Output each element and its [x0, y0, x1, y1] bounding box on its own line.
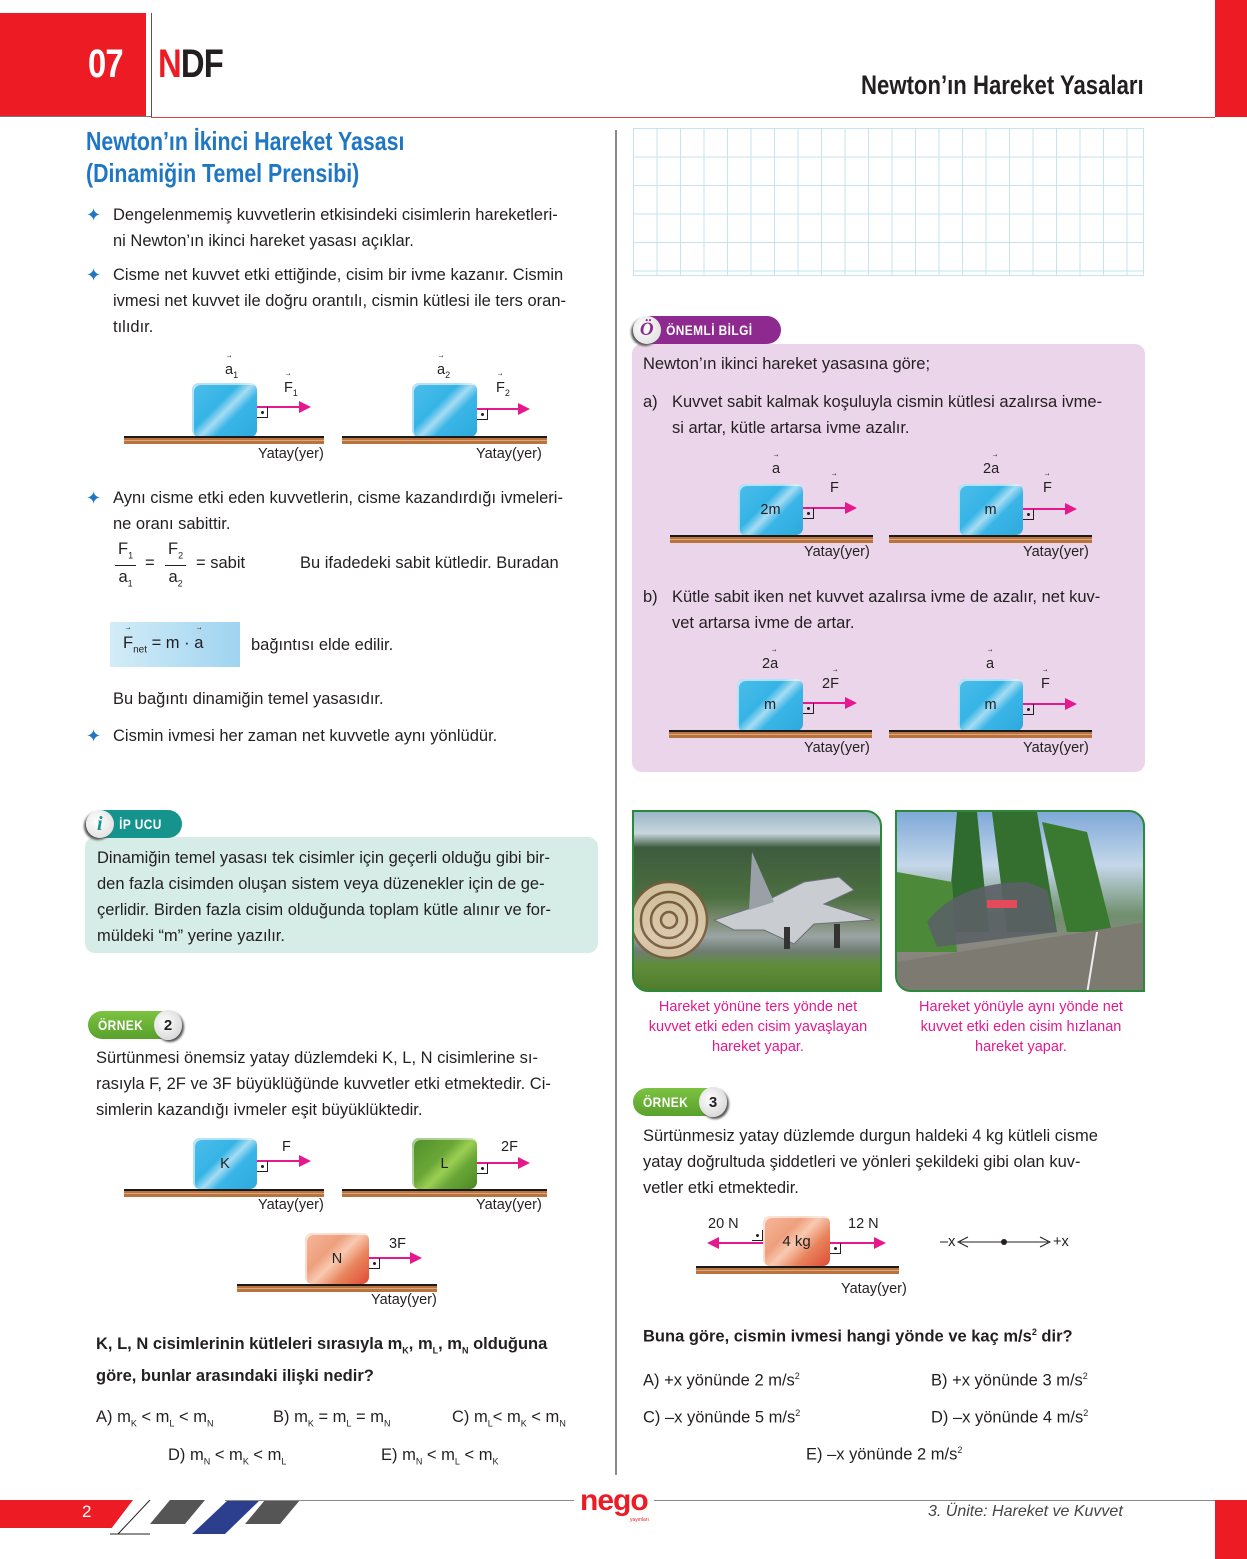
force-label: → F: [1041, 676, 1050, 692]
example-3-text: Sürtünmesiz yatay düzlemde durgun haldeki 4 kg kütleli cisme yatay doğrultuda şiddetleri ve yönleri şekildeki gibi olan kuv- vetler etki etmektedir.: [643, 1127, 1098, 1197]
ground-label: Yatay(yer): [258, 1197, 324, 1213]
ground-surface: [342, 1189, 547, 1197]
equals-sabit: = sabit: [196, 554, 246, 572]
jet-parachute-photo: [632, 810, 882, 992]
axis-neg-label: –x: [940, 1234, 956, 1250]
fnet-formula: → $F_{net} = m$ · → a: [123, 634, 203, 655]
bullet-2-line3: tılıdır.: [113, 318, 154, 336]
ground-label: Yatay(yer): [804, 740, 870, 756]
bullet-4: [86, 723, 601, 749]
option-c[interactable]: C) $m_L< m_K < m_N$: [452, 1408, 566, 1429]
ground-label: Yatay(yer): [476, 446, 542, 462]
bullet-3-line2: ne oranı sabittir.: [113, 515, 231, 533]
example-3-tag: [633, 1088, 718, 1116]
ground-label: Yatay(yer): [258, 446, 324, 462]
footer-rule: [225, 1500, 1215, 1501]
bullet-1: [86, 202, 601, 254]
block-n: N: [305, 1233, 369, 1284]
bullet-4-line1: Cismin ivmesi her zaman net kuvvetle aynı yönlüdür.: [113, 727, 498, 745]
bullet-1-line1: Dengelenmemiş kuvvetlerin etkisindeki cisimlerin hareketleri-: [113, 206, 558, 224]
blue-block: 2m: [738, 484, 803, 535]
accel-label: → a: [772, 461, 780, 477]
car-caption: Hareket yönüyle aynı yönde net kuvvet etki eden cisim hızlanan hareket yapar.: [919, 999, 1123, 1055]
equals-sign: =: [145, 554, 155, 572]
unit-title: 3. Ünite: Hareket ve Kuvvet: [928, 1503, 1123, 1520]
accel-label-a2: → $a_2$: [437, 362, 450, 380]
right-angle-marker: [257, 407, 268, 418]
ground-surface: [342, 436, 547, 444]
bullet-2-line2: ivmesi net kuvvet ile doğru orantılı, cismin kütlesi ile ters oran-: [113, 292, 567, 310]
option-e[interactable]: E) $m_N < m_L < m_K$: [381, 1446, 499, 1467]
bullet-1-line2: ni Newton’ın ikinci hareket yasası açıklar.: [113, 232, 414, 250]
ground-label: Yatay(yer): [1023, 740, 1089, 756]
important-o-icon: Ö: [633, 316, 661, 344]
fraction-f2-a2: $\frac{F_2}{a_2}$: [165, 539, 186, 595]
right-angle-marker: [1023, 509, 1034, 520]
car-road-photo: [895, 810, 1145, 992]
option-e[interactable]: E) –x yönünde 2 $m/s^2$: [806, 1445, 963, 1464]
right-angle-marker: [257, 1161, 268, 1172]
footer-stripes: [110, 1500, 300, 1536]
column-divider: [615, 130, 617, 1475]
ground-label: Yatay(yer): [804, 544, 870, 560]
bullet-3: [86, 485, 601, 537]
jet-illustration: [634, 812, 882, 992]
right-angle-marker: [803, 703, 814, 714]
tip-line: den fazla cisimden oluşan sistem veya düzenekler için de ge-: [97, 875, 545, 893]
header-underline-left: [0, 116, 151, 117]
ground-surface: [696, 1266, 899, 1274]
blue-block: m: [958, 679, 1023, 731]
force-label: → F: [1043, 480, 1052, 496]
fraction-f1-a1: $\frac{F_1}{a_1}$: [115, 539, 136, 595]
publisher-logo-sub: yayınları: [630, 1517, 649, 1523]
ground-surface: [124, 436, 324, 444]
example-3-question: Buna göre, cismin ivmesi hangi yönde ve kaç $m/s^2$ dir?: [643, 1327, 1073, 1346]
header-red-rule: [151, 117, 1215, 118]
right-angle-marker: [830, 1243, 841, 1254]
chapter-number: 07: [88, 42, 123, 86]
example-2-text: Sürtünmesi önemsiz yatay düzlemdeki K, L, N cisimlerine sı- rasıyla F, 2F ve 3F büyüklüğünde kuvvetler etki etmektedir. Ci- simlerin kazandığı ivmeler eşit büyüklüktedir.: [96, 1049, 551, 1119]
blue-block: [412, 383, 477, 437]
block-l: L: [412, 1138, 477, 1189]
important-tag-label: ÖNEMLİ BİLGİ: [666, 322, 753, 338]
important-tag: [635, 316, 781, 344]
mass-block: 4 kg: [763, 1216, 830, 1266]
item-a-marker: a): [643, 393, 658, 411]
left-force-arrow: [709, 1242, 763, 1244]
right-angle-marker: [369, 1258, 380, 1269]
force-label: → F: [830, 480, 839, 496]
tip-line: müldeki “m” yerine yazılır.: [97, 927, 285, 945]
important-intro: Newton’ın ikinci hareket yasasına göre;: [643, 355, 931, 373]
bullet-2: [86, 262, 601, 340]
footer-red-tab: [1215, 1500, 1247, 1559]
example-number-badge: 3: [699, 1087, 727, 1117]
ground-surface: [889, 535, 1092, 543]
block-k: K: [193, 1138, 257, 1189]
right-force-label: 12 N: [848, 1216, 879, 1232]
option-a[interactable]: A) $m_K < m_L < m_N$: [96, 1408, 214, 1429]
star-bullet-icon: ✦: [86, 205, 102, 225]
chapter-red-banner: [0, 13, 146, 116]
publisher-logo: nego: [574, 1484, 654, 1518]
right-angle-marker: [752, 1230, 763, 1241]
section-title-line2: (Dinamiğin Temel Prensibi): [86, 158, 360, 188]
force-label-f1: → $F_1$: [284, 380, 298, 398]
item-a-text: Kuvvet sabit kalmak koşuluyla cismin kütlesi azalırsa ivme- si artar, kütle artarsa ivme azalır.: [672, 393, 1103, 437]
example-tag-label: ÖRNEK: [98, 1017, 144, 1033]
tip-tag: [88, 810, 182, 838]
right-angle-marker: [477, 409, 488, 420]
star-bullet-icon: ✦: [86, 265, 102, 285]
law-note: Bu bağıntı dinamiğin temel yasasıdır.: [113, 690, 384, 708]
ground-surface: [124, 1189, 324, 1197]
section-title-line1: Newton’ın İkinci Hareket Yasası: [86, 126, 405, 156]
right-angle-marker: [803, 508, 814, 519]
ground-label: Yatay(yer): [841, 1281, 907, 1297]
accel-label-a1: → $a_1$: [225, 362, 238, 380]
option-a[interactable]: A) +x yönünde 2 $m/s^2$: [643, 1371, 800, 1390]
bullet-2-line1: Cisme net kuvvet etki ettiğinde, cisim bir ivme kazanır. Cismin: [113, 266, 564, 284]
option-c[interactable]: C) –x yönünde 5 $m/s^2$: [643, 1408, 801, 1427]
option-b[interactable]: B) +x yönünde 3 $m/s^2$: [931, 1371, 1088, 1390]
x-axis-arrow-icon: [956, 1234, 1052, 1250]
notes-grid[interactable]: [633, 128, 1144, 276]
header-divider: [151, 13, 152, 117]
blue-block: m: [737, 679, 803, 731]
axis-pos-label: +x: [1053, 1234, 1069, 1250]
force-label-n: 3F: [389, 1236, 406, 1252]
option-d[interactable]: D) –x yönünde 4 $m/s^2$: [931, 1408, 1089, 1427]
fnet-after-text: bağıntısı elde edilir.: [251, 636, 394, 654]
blue-block: [192, 383, 257, 437]
brand-letter-n: N: [158, 42, 181, 86]
star-bullet-icon: ✦: [86, 488, 102, 508]
right-angle-marker: [1023, 704, 1034, 715]
item-b-marker: b): [643, 588, 658, 606]
bullet-3-line1: Aynı cisme etki eden kuvvetlerin, cisme kazandırdığı ivmeleri-: [113, 489, 563, 507]
info-icon: i: [86, 810, 114, 838]
header-red-tab: [1215, 0, 1247, 117]
option-b[interactable]: B) $m_K = m_L = m_N$: [273, 1408, 391, 1429]
accel-label: 2→ a: [762, 656, 778, 672]
ground-surface: [670, 535, 873, 543]
ground-surface: [889, 730, 1092, 738]
example-number-badge: 2: [154, 1010, 182, 1040]
brand-logo: [158, 42, 223, 87]
ground-label: Yatay(yer): [476, 1197, 542, 1213]
force-label-f2: → $F_2$: [496, 380, 510, 398]
right-angle-marker: [477, 1163, 488, 1174]
ground-surface: [669, 730, 872, 738]
tip-line: çerlidir. Birden fazla cisim olduğunda toplam kütle alınır ve for-: [97, 901, 551, 919]
example-2-question: K, L, N cisimlerinin kütleleri sırasıyla $m_K$, $m_L$, $m_N$ olduğuna göre, bunlar arasındaki ilişki nedir?: [96, 1335, 548, 1386]
force-label: 2→ F: [822, 676, 839, 692]
brand-letters-df: DF: [180, 42, 223, 86]
blue-block: m: [958, 484, 1023, 535]
item-b-text: Kütle sabit iken net kuvvet azalırsa ivme de azalır, net kuv- vet artarsa ivme de artar.: [672, 588, 1101, 632]
force-label-k: F: [282, 1139, 291, 1155]
tip-tag-label: İP UCU: [119, 816, 162, 832]
car-illustration: [897, 812, 1145, 992]
example-tag-label: ÖRNEK: [643, 1094, 689, 1110]
page-number: 2: [82, 1502, 92, 1521]
tip-line: Dinamiğin temel yasası tek cisimler için geçerli olduğu gibi bir-: [97, 849, 551, 867]
left-force-label: 20 N: [708, 1216, 739, 1232]
ground-label: Yatay(yer): [1023, 544, 1089, 560]
accel-label: 2→ a: [983, 461, 999, 477]
example-2-tag: [88, 1011, 173, 1039]
tip-box: [85, 837, 598, 953]
ground-label: Yatay(yer): [371, 1292, 437, 1308]
star-bullet-icon: ✦: [86, 726, 102, 746]
formula-note: Bu ifadedeki sabit kütledir. Buradan: [300, 554, 559, 572]
page-title: Newton’ın Hareket Yasaları: [861, 70, 1144, 100]
ground-surface: [237, 1284, 437, 1292]
jet-caption: Hareket yönüne ters yönde net kuvvet etki eden cisim yavaşlayan hareket yapar.: [648, 999, 868, 1055]
option-d[interactable]: D) $m_N < m_K < m_L$: [168, 1446, 287, 1467]
force-label-l: 2F: [501, 1139, 518, 1155]
accel-label: → a: [986, 656, 994, 672]
